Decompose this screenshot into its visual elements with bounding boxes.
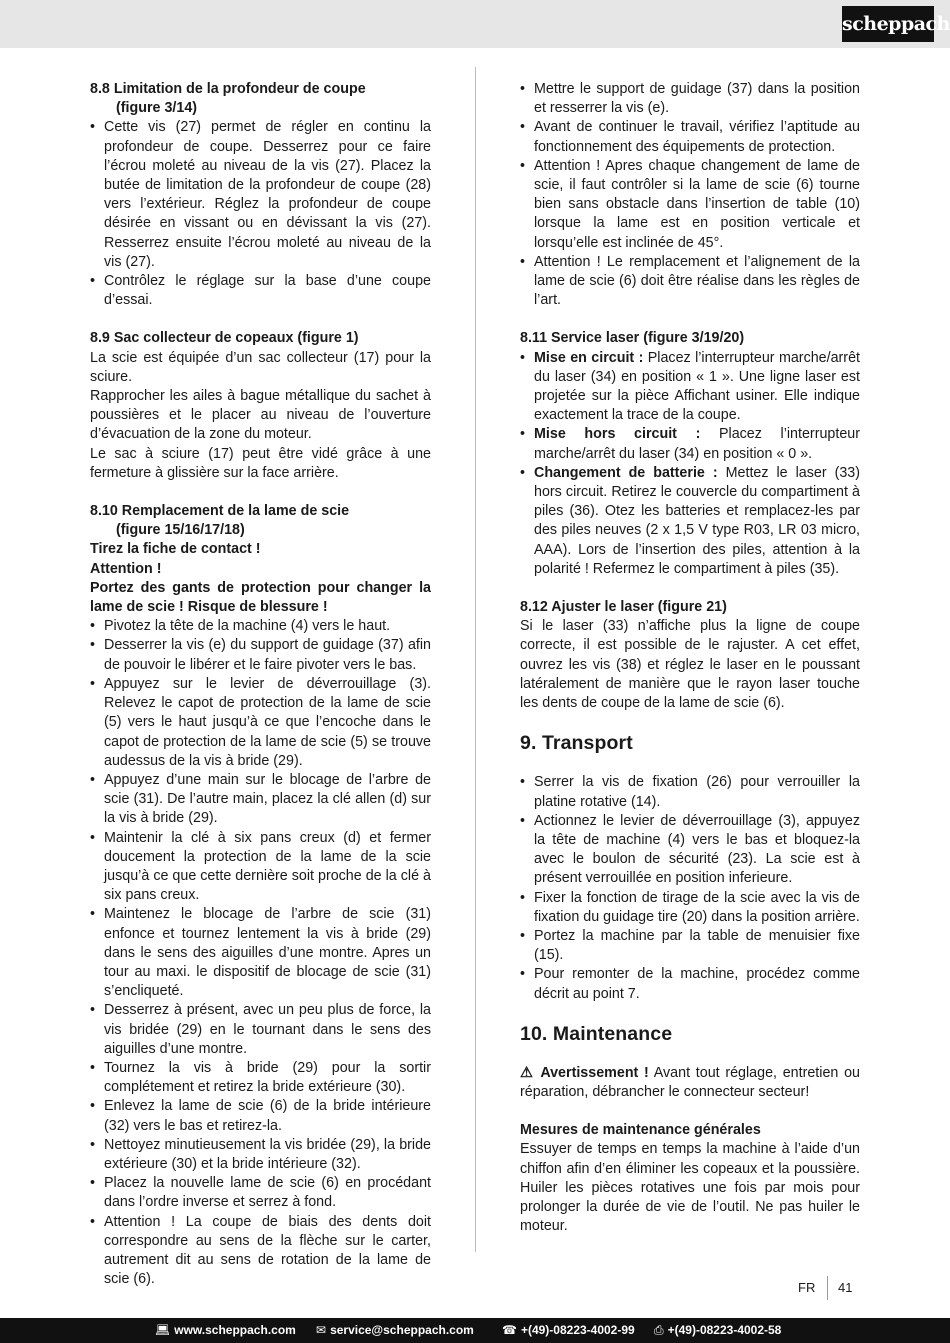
section-8-8-heading (90, 80, 431, 118)
list-item: • Serrer la vis de fixation (26) pour verrouiller la platine rotative (14). (520, 773, 860, 811)
section-8-9-heading: 8.9 Sac collecteur de copeaux (figure 1) (90, 330, 359, 347)
list-item: • Maintenez le blocage de l’arbre de scie (31) enfonce et tournez lentement la vis à bride (29) dans le sens des aiguilles d’une montre. Apres un tour au maxi. le dispositif de blocage de scie (31) s’encliqueté. (90, 905, 431, 1001)
item-lead: Mise hors circuit : (534, 426, 701, 443)
warning-line: Attention ! (90, 560, 162, 577)
list-item: • Fixer la fonction de tirage de la scie avec la vis de fixation du guidage tire (20) dans la position arrière. (520, 889, 860, 927)
list-item: • Pour remonter de la machine, procédez comme décrit au point 7. (520, 965, 860, 1003)
section-8-10-continued-list (520, 80, 860, 310)
footer-band (0, 1318, 950, 1343)
list-item: • Cette vis (27) permet de régler en continu la profondeur de coupe. Desserrez pour ce faire l’écrou moleté au niveau de la vis (27). Placez la butée de limitation de la profondeur de coupe (28) vers l’extérieur. Réglez la profondeur de coupe désirée en vissant ou en dévissant la vis (27). Resserrez ensuite l’écrou moleté au niveau de la vis (27). (90, 118, 431, 272)
right-column (520, 80, 860, 1236)
item-text: Placez l’interrupteur marche/arrêt du laser (34) en position « 0 ». (534, 426, 860, 462)
list-item: • Attention ! Apres chaque changement de lame de scie, il faut contrôler si la lame de scie (6) tourne bien sans obstacle dans l’insertion de table (10) lorsque la lame est en position verticale et lorsqu’elle est inclinée de 45°. (520, 157, 860, 253)
list-item: • Nettoyez minutieusement la vis bridée (29), la bride extérieure (30) et la bride intérieure (32). (90, 1136, 431, 1174)
email-text: service@scheppach.com (330, 1323, 474, 1337)
warning-icon: ⚠ (520, 1064, 535, 1081)
phone-icon: ☎︎ (502, 1323, 517, 1337)
item-lead: Changement de batterie : (534, 464, 718, 481)
section-10-heading: 10. Maintenance (520, 1022, 673, 1045)
section-9-list (520, 773, 860, 1003)
item-text: Placez l’interrupteur marche/arrêt du laser (34) en position « 1 ». Une ligne laser est projetée sur la pièce Affichant usiner. Elle indique exactement la trace de la coupe. (534, 349, 860, 424)
list-item: • Mettre le support de guidage (37) dans la position et resserrer la vis (e). (520, 80, 860, 118)
page-number: 41 (838, 1280, 853, 1295)
list-item: • Desserrez à présent, avec un peu plus de force, la vis bridée (29) en le tournant dans le sens des aiguilles d’une montre. (90, 1001, 431, 1059)
computer-icon: 💻︎ (155, 1323, 171, 1337)
list-item: • Appuyez d’une main sur le blocage de l’arbre de scie (31). De l’autre main, placez la clé allen (d) sur la vis à bride (29). (90, 771, 431, 829)
section-8-12-heading: 8.12 Ajuster le laser (figure 21) (520, 599, 727, 616)
header-band (0, 0, 950, 48)
list-item (520, 349, 860, 426)
section-8-10-figure-ref: (figure 15/16/17/18) (116, 522, 245, 539)
list-item: • Tournez la vis à bride (29) pour la sortir complétement et retirez la bride extérieure (30). (90, 1059, 431, 1097)
item-text: Mettez le laser (33) hors circuit. Retirez le couvercle du compartiment à piles (36). Otez les batteries et remplacez-les par des piles neuves (2 x 1,5 V type R03, LR 03 micro, AAA). Lors de l’insertion des piles, attention à la polarité ! Refermez le compartiment à piles (35). (534, 464, 860, 577)
column-divider (475, 67, 476, 1252)
footer-fax[interactable] (654, 1318, 781, 1343)
section-8-11-heading: 8.11 Service laser (figure 3/19/20) (520, 330, 745, 347)
paragraph: Essuyer de temps en temps la machine à l’aide d’un chiffon afin d’en éliminer les copeaux et la poussière. Huiler les pièces rotatives une fois par mois pour prolonger la durée de vie de l’outil. Ne pas huiler le moteur. (520, 1141, 860, 1235)
section-9-heading: 9. Transport (520, 732, 633, 755)
fax-icon: ⎙ (654, 1323, 664, 1337)
list-item: • Placez la nouvelle lame de scie (6) en procédant dans l’ordre inverse et serrez à fond. (90, 1174, 431, 1212)
list-item: • Attention ! Le remplacement et l’alignement de la lame de scie (6) doit être réalise dans les règles de l’art. (520, 253, 860, 311)
page-indicator (798, 1280, 853, 1295)
maintenance-subheading: Mesures de maintenance générales (520, 1122, 761, 1139)
list-item: • Enlevez la lame de scie (6) de la bride intérieure (32) vers le bas et retirez-la. (90, 1097, 431, 1135)
section-8-11-list (520, 349, 860, 579)
warning-line: Portez des gants de protection pour changer la lame de scie ! Risque de blessure ! (90, 579, 431, 616)
paragraph: Le sac à sciure (17) peut être vidé grâce à une fermeture à glissière sur la face arrière. (90, 445, 431, 481)
phone-text: +(49)-08223-4002-99 (520, 1323, 635, 1337)
list-item (520, 425, 860, 463)
scheppach-logo: scheppach (842, 6, 934, 42)
section-8-10-heading (90, 502, 431, 540)
warning-lead: Avertissement ! (540, 1064, 649, 1081)
language-code: FR (798, 1280, 816, 1295)
page-separator (827, 1276, 828, 1300)
list-item: • Attention ! La coupe de biais des dents doit correspondre au sens de la flèche sur le carter, autrement dit au sens de rotation de la lame de scie (6). (90, 1213, 431, 1290)
website-text: www.scheppach.com (174, 1323, 296, 1337)
paragraph: Si le laser (33) n’affiche plus la ligne de coupe correcte, il est possible de le rajuster. A cet effet, ouvrez les vis (38) et réglez le laser en le poussant latéralement de manière que le rayon laser touche les dents de coupe de la lame de scie (6). (520, 618, 860, 712)
section-8-10-list (90, 617, 431, 1289)
fax-text: +(49)-08223-4002-58 (667, 1323, 782, 1337)
footer-email[interactable] (316, 1318, 474, 1343)
footer-website[interactable] (155, 1318, 296, 1343)
list-item: • Pivotez la tête de la machine (4) vers le haut. (90, 617, 431, 636)
paragraph: Rapprocher les ailes à bague métallique du sachet à poussières et le placer au niveau de l’ouverture d’évacuation de la zone du moteur. (90, 388, 431, 443)
section-8-8-figure-ref: (figure 3/14) (116, 100, 198, 117)
warning-paragraph (520, 1064, 860, 1102)
list-item: • Maintenir la clé à six pans creux (d) et fermer doucement la protection de la lame de la scie jusqu’à ce que cette dernière soit proche de la clé à six pans creux. (90, 829, 431, 906)
footer-phone[interactable] (502, 1318, 635, 1343)
paragraph: La scie est équipée d’un sac collecteur (17) pour la sciure. (90, 349, 431, 385)
list-item: • Actionnez le levier de déverrouillage (3), appuyez la tête de machine (4) vers le bas et bloquez-la avec le boulon de sécurité (23). La scie est à présent verrouillée en position inferieure. (520, 812, 860, 889)
section-8-8-title: 8.8 Limitation de la profondeur de coupe (90, 81, 366, 97)
mail-icon: ✉︎ (316, 1323, 327, 1337)
list-item: • Contrôlez le réglage sur la base d’une coupe d’essai. (90, 272, 431, 310)
section-8-8-list (90, 118, 431, 310)
left-column (90, 80, 431, 1289)
list-item: • Appuyez sur le levier de déverrouillage (3). Relevez le capot de protection de la lame de scie (5) vers le haut jusqu’à ce que l’encoche dans le capot de protection de la lame de scie (5) se trouve audessus de la vis à bride (29). (90, 675, 431, 771)
warning-text: Avant tout réglage, entretien ou réparation, débrancher le connecteur secteur! (520, 1064, 860, 1100)
list-item: • Avant de continuer le travail, vérifiez l’aptitude au fonctionnement des équipements de protection. (520, 118, 860, 156)
section-8-10-title: 8.10 Remplacement de la lame de scie (90, 503, 350, 520)
list-item: • Portez la machine par la table de menuisier fixe (15). (520, 927, 860, 965)
item-lead: Mise en circuit : (534, 349, 644, 366)
list-item (520, 464, 860, 579)
list-item: • Desserrer la vis (e) du support de guidage (37) afin de pouvoir le libérer et le faire pivoter vers le bas. (90, 636, 431, 674)
warning-line: Tirez la fiche de contact ! (90, 541, 261, 558)
